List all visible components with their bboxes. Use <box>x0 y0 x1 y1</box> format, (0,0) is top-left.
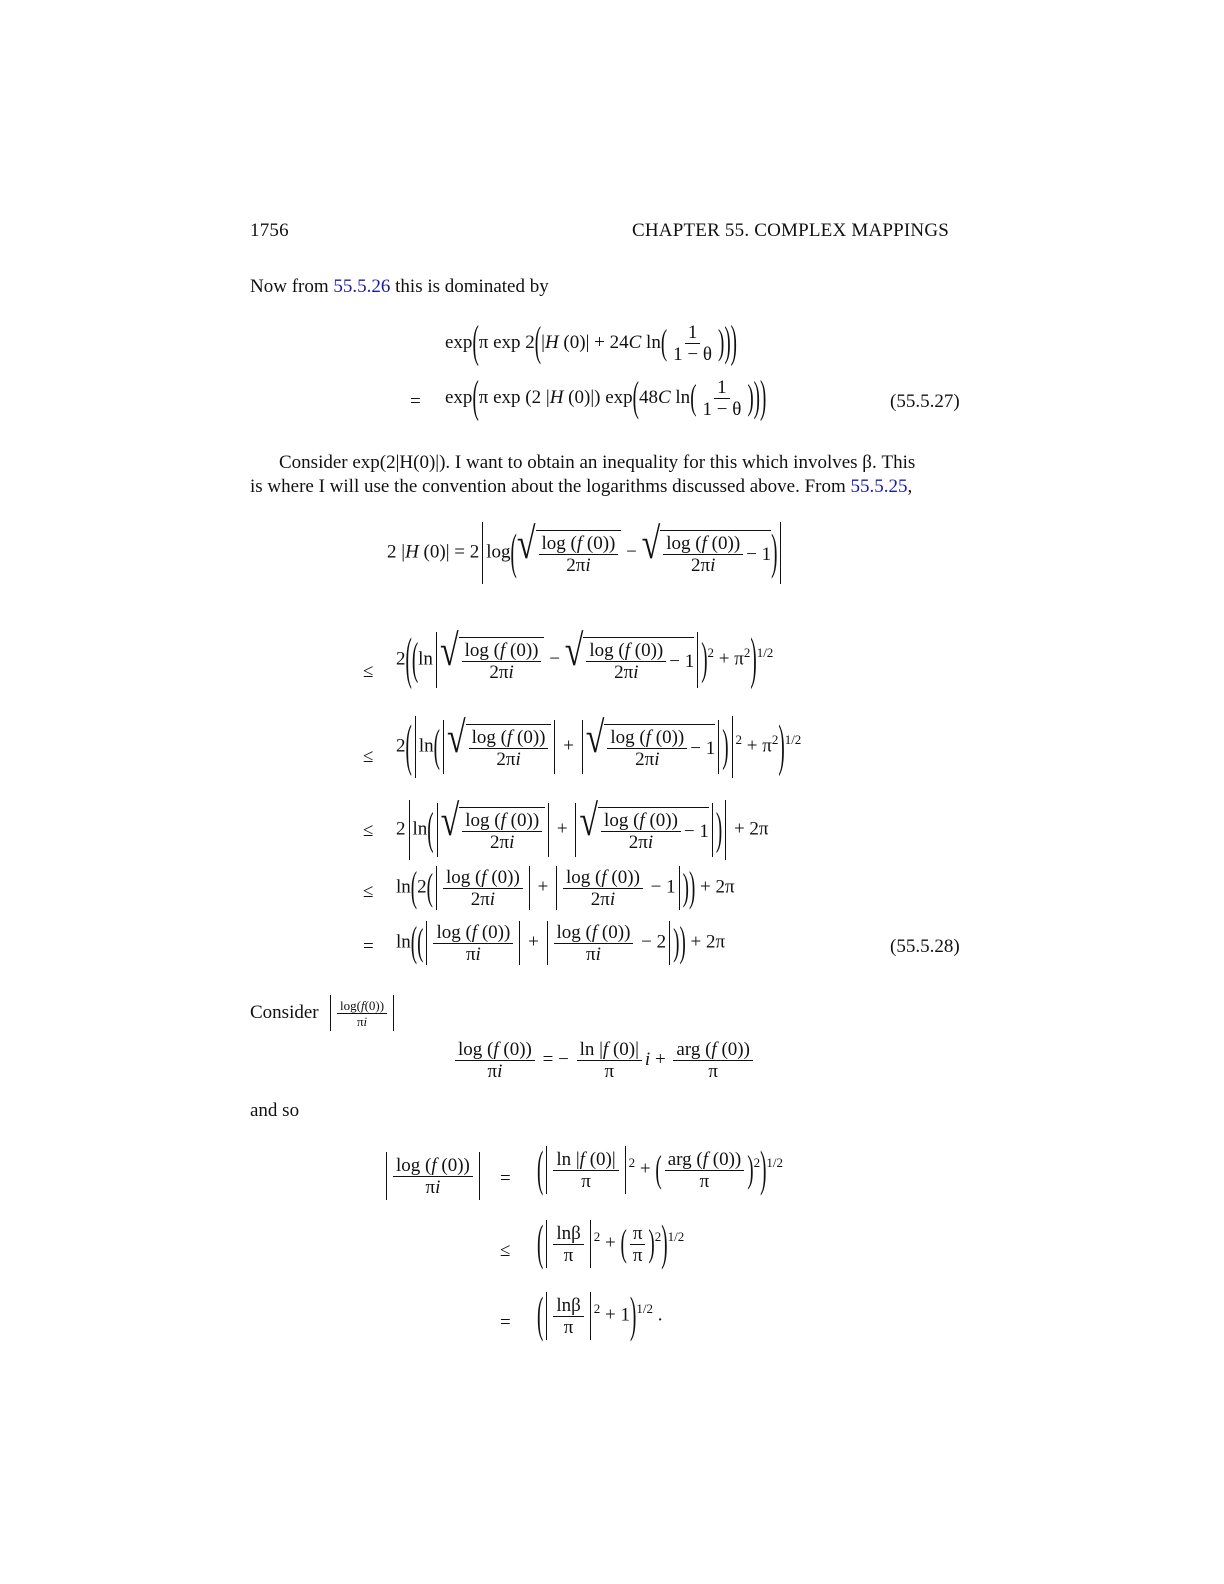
inequality-step-4: ln(2( $\frac{\log (f (0))}{2\pi i}$ + $\frac{\log (f (0))}{2\pi i}$ − 1 )) + 2π <box>396 864 735 912</box>
equation-link[interactable]: 55.5.26 <box>333 276 391 297</box>
equation-H-definition: 2 |H (0)| = 2 log( √ $\frac{\log (f (0))}{2\pi i}$ − √ $\frac{\log (f (0))}{2\pi i}$ − 1 ) <box>387 522 784 584</box>
paragraph-intro <box>250 275 549 299</box>
equation-number: (55.5.27) <box>890 391 960 412</box>
paragraph-line <box>250 475 964 499</box>
leq-sign: ≤ <box>363 881 374 902</box>
inline-abs-fraction: $\frac{\log(f(0))}{\pi i}$ <box>327 995 397 1031</box>
paragraph-line: Consider exp(2|H(0)|). I want to obtain an inequality for this which involves β. This <box>279 452 916 473</box>
paragraph-consider <box>250 451 964 499</box>
equation-link[interactable]: 55.5.25 <box>850 476 908 497</box>
equals-sign: = <box>410 391 421 412</box>
leq-sign: ≤ <box>363 820 374 841</box>
paragraph-text: is where I will use the convention about the logarithms discussed above. From <box>250 476 851 497</box>
paragraph-text: , <box>907 476 913 497</box>
running-header: CHAPTER 55. COMPLEX MAPPINGS <box>632 220 950 241</box>
paragraph-consider-abs <box>250 1001 319 1025</box>
inequality-step-2: 2( ln( √ $\frac{\log (f (0))}{2\pi i}$ + √ $\frac{\log (f (0))}{2\pi i}$ − 1 ) $^2 + \pi^2)^{1/2}$ <box>396 714 802 779</box>
equation-27-line2: exp(π exp (2 |H (0)|) exp(48C ln( $\frac{1}{1 - \theta}$ ))) <box>445 373 767 424</box>
equals-sign: = <box>500 1312 511 1333</box>
equation-27-line1: exp(π exp 2(|H (0)| + 24C ln( $\frac{1}{1 - \theta}$ ))) <box>445 318 737 369</box>
inequality-step-5: ln(( $\frac{\log (f (0))}{\pi i}$ + $\frac{\log (f (0))}{\pi i}$ − 2 )) + 2π <box>396 919 726 967</box>
inequality-step-1: 2((ln √ $\frac{\log (f (0))}{2\pi i}$ − √ $\frac{\log (f (0))}{2\pi i}$ − 1 )$^2 + \pi^2)^{1/2}$ <box>396 627 774 692</box>
paragraph-text: Now from <box>250 276 334 297</box>
leq-sign: ≤ <box>363 746 374 767</box>
inequality-step-3: 2 ln( √ $\frac{\log (f (0))}{2\pi i}$ + √ $\frac{\log (f (0))}{2\pi i}$ − 1 ) + 2π <box>396 800 769 860</box>
final-lhs: $\frac{\log (f (0))}{\pi i}$ <box>383 1152 483 1200</box>
final-step-3: ( $\frac{\ln\beta}{\pi}$ $^2$ + 1)$^{1/2}$ . <box>537 1288 663 1344</box>
paragraph-and-so: and so <box>250 1100 300 1121</box>
equation-number: (55.5.28) <box>890 936 960 957</box>
leq-sign: ≤ <box>363 661 374 682</box>
paragraph-text: Consider <box>250 1002 319 1023</box>
leq-sign: ≤ <box>500 1240 511 1261</box>
equals-sign: = <box>500 1168 511 1189</box>
equals-sign: = <box>363 936 374 957</box>
page-number: 1756 <box>250 220 289 241</box>
final-step-2: ( $\frac{\ln\beta}{\pi}$ $^2$ + ( $\frac{\pi}{\pi}$ )$^2$)$^{1/2}$ <box>537 1216 685 1272</box>
final-step-1: ( $\frac{\ln |f (0)|}{\pi}$ $^2$ + ( $\frac{\text{arg (f (0))}}{\pi}$ )$^2$)$^{1/2}$ <box>537 1142 784 1198</box>
equation-log-split: $\frac{\log (f (0))}{\pi i}$ = − $\frac{\ln |f (0)|}{\pi}$ i + $\frac{\text{arg (f (0))}}{\pi}$ <box>452 1039 756 1082</box>
paragraph-text: this is dominated by <box>390 276 549 297</box>
